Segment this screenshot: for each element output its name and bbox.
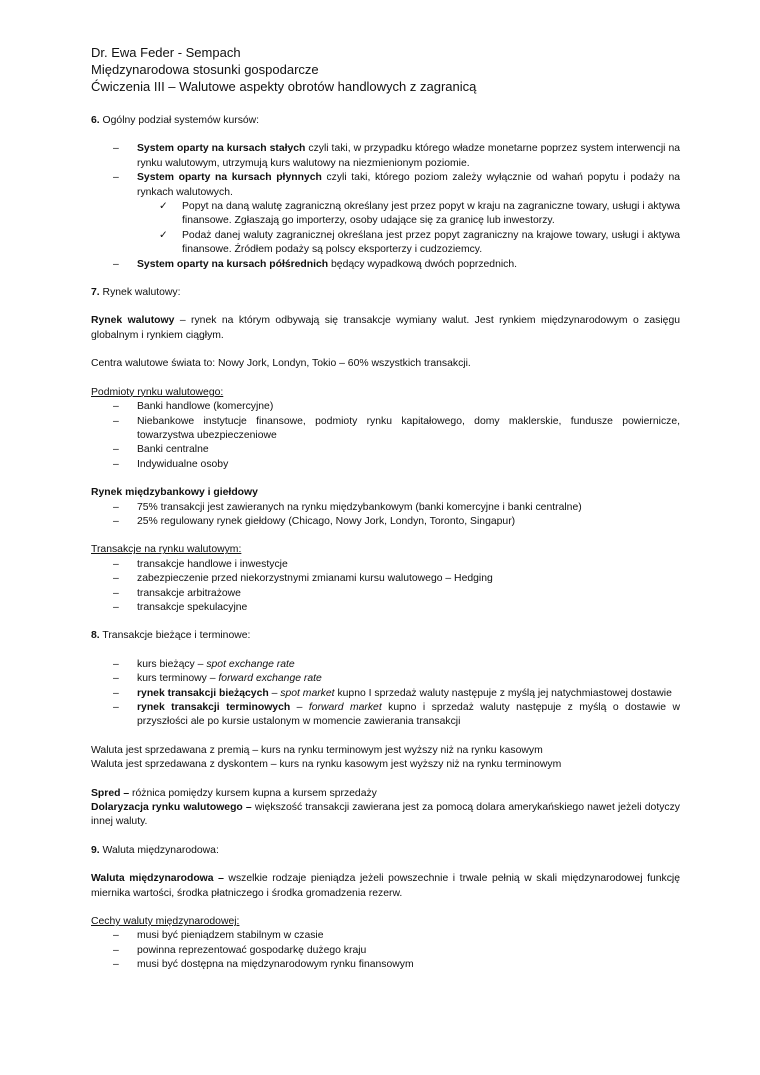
- list-item: – rynek transakcji terminowych – forward market kupno i sprzedaż waluty następuje z myślą o dostawie w przyszłości ale po kursie ustalonym w momencie zawierania transakcji: [113, 702, 680, 728]
- fx-market-definition: Rynek walutowy – rynek na którym odbywają się transakcje wymiany walut. Jest rynkiem międzynarodowym o zasięgu globalnym i rynkiem ciągłym.: [91, 315, 681, 341]
- list-item: – System oparty na kursach półśrednich będący wypadkową dwóch poprzednich.: [113, 258, 518, 270]
- checkmark-icon: ✓: [159, 201, 168, 213]
- list-item: – Indywidualne osoby: [113, 458, 229, 470]
- section-7-heading: 7. Rynek walutowy:: [91, 287, 181, 299]
- subjects-list: [91, 400, 680, 472]
- author-line: Dr. Ewa Feder - Sempach: [91, 45, 241, 60]
- list-item: ✓ Popyt na daną walutę zagraniczną określany jest przez popyt w kraju na zagraniczne towary, usługi i aktywa finansowe. Zgłaszają go importerzy, osoby udające się za granicę lub inwestorzy.: [159, 201, 680, 227]
- list-item: – transakcje spekulacyjne: [113, 601, 248, 613]
- transactions-list: [91, 558, 680, 616]
- interbank-title: Rynek międzybankowy i giełdowy: [91, 487, 258, 499]
- list-item: – kurs bieżący – spot exchange rate: [113, 658, 295, 670]
- section-8-heading: 8. Transakcje bieżące i terminowe:: [91, 630, 251, 642]
- list-item: – 25% regulowany rynek giełdowy (Chicago, Nowy Jork, Londyn, Toronto, Singapur): [113, 515, 516, 527]
- spred-definition: Spred – różnica pomiędzy kursem kupna a kursem sprzedaży: [91, 787, 377, 799]
- list-item: – musi być dostępna na międzynarodowym rynku finansowym: [113, 959, 414, 971]
- document-header: [91, 44, 680, 95]
- transactions-title: Transakcje na rynku walutowym:: [91, 544, 242, 556]
- floating-rate-sublist: [91, 200, 680, 258]
- rates-list: [91, 658, 680, 730]
- section-6-heading: 6. Ogólny podział systemów kursów:: [91, 115, 260, 126]
- list-item: – transakcje handlowe i inwestycje: [113, 558, 288, 570]
- list-item: – 75% transakcji jest zawieranych na rynku międzybankowym (banki komercyjne i banki centralne): [113, 501, 582, 513]
- exchange-systems-list: [91, 142, 680, 200]
- list-item: – System oparty na kursach płynnych czyli taki, którego poziom zależy wyłącznie od wahań popytu i podaży na rynkach walutowych.: [113, 172, 681, 198]
- checkmark-icon: ✓: [159, 229, 168, 241]
- section-9-heading: 9. Waluta międzynarodowa:: [91, 844, 219, 856]
- list-item: – powinna reprezentować gospodarkę dużego kraju: [113, 944, 367, 956]
- list-item: – System oparty na kursach stałych czyli taki, w przypadku którego władze monetarne poprzez system interwencji na rynku walutowym, utrzymują kurs walutowy na niezmienionym poziomie.: [113, 143, 680, 169]
- list-item: – Niebankowe instytucje finansowe, podmioty rynku kapitałowego, domy maklerskie, fundusze powiernicze, towarzystwa ubezpieczeniowe: [113, 415, 680, 441]
- fx-centers: Centra walutowe świata to: Nowy Jork, Londyn, Tokio – 60% wszystkich transakcji.: [91, 358, 471, 370]
- dollarization-definition: Dolaryzacja rynku walutowego – większość transakcji zawierana jest za pomocą dolara amerykańskiego nawet jeżeli dotyczy innej waluty.: [91, 802, 680, 828]
- list-item: – zabezpieczenie przed niekorzystnymi zmianami kursu walutowego – Hedging: [113, 573, 493, 585]
- discount-note: Waluta jest sprzedawana z dyskontem – kurs na rynku kasowym jest wyższy niż na rynku terminowym: [91, 759, 562, 771]
- list-item: ✓ Podaż danej waluty zagranicznej określana jest przez popyt zagraniczny na krajowe towary, usługi i aktywa finansowe. Źródłem podaży są polscy eksporterzy i cudzoziemcy.: [159, 229, 680, 256]
- course-line: Międzynarodowa stosunki gospodarcze: [91, 62, 319, 77]
- list-item: – Banki handlowe (komercyjne): [113, 401, 274, 413]
- list-item: – kurs terminowy – forward exchange rate: [113, 673, 322, 685]
- features-title: Cechy waluty międzynarodowej:: [91, 916, 240, 928]
- subjects-title: Podmioty rynku walutowego:: [91, 386, 224, 398]
- intl-currency-definition: Waluta międzynarodowa – wszelkie rodzaje pieniądza jeżeli powszechnie i trwale pełnią w skali międzynarodowej funkcję miernika wartości, środka płatniczego i środka gromadzenia rezerw.: [91, 873, 680, 899]
- premium-note: Waluta jest sprzedawana z premią – kurs na rynku terminowym jest wyższy niż na rynku kasowym: [91, 744, 543, 756]
- list-item: – Banki centralne: [113, 444, 209, 456]
- list-item: – musi być pieniądzem stabilnym w czasie: [113, 930, 324, 942]
- list-item: – rynek transakcji bieżących – spot market kupno I sprzedaż waluty następuje z myślą jej natychmiastowej dostawie: [113, 687, 672, 699]
- list-item: – transakcje arbitrażowe: [113, 587, 241, 599]
- exercise-line: Ćwiczenia III – Walutowe aspekty obrotów handlowych z zagranicą: [91, 79, 477, 94]
- features-list: [91, 929, 680, 972]
- interbank-list: [91, 501, 680, 530]
